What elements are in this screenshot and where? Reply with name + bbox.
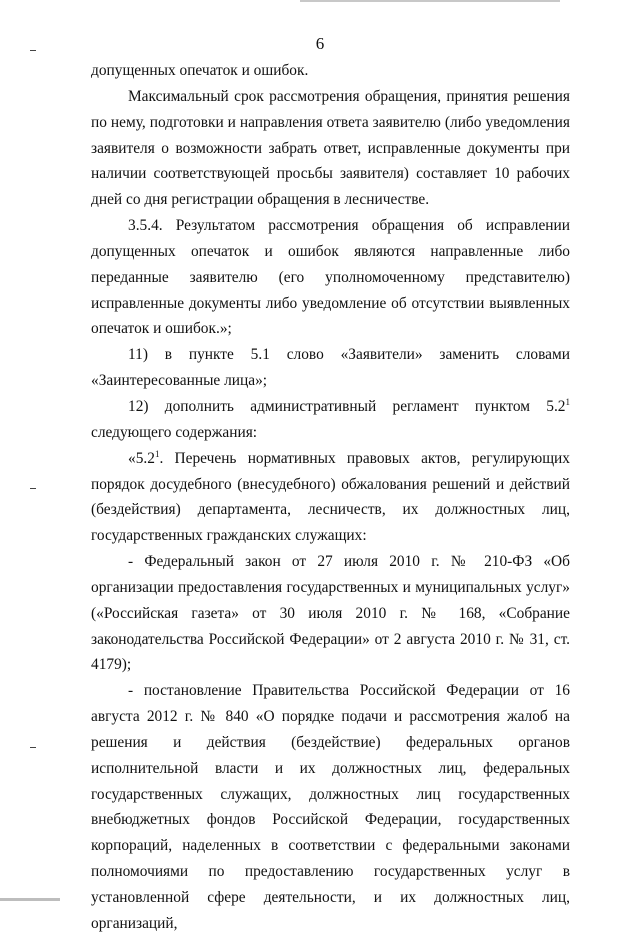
- section-5-2-1-text-before: «5.2: [128, 449, 155, 467]
- document-body: [91, 58, 570, 937]
- paragraph-resolution-840: - постановление Правительства Российской Федерации от 16 августа 2012 г. № 840 «О порядке подачи и рассмотрения жалоб на решения и действия (бездействие) федеральных органов исполнительной власти и их должностных лиц, федеральных государственных служащих, должностных лиц государственных внебюджетных фондов Российской Федерации, государственных корпораций, наделенных в соответствии с федеральными законами полномочиями по предоставлению государственных услуг в установленной сфере деятельности, и их должностных лиц, организаций,: [91, 682, 570, 932]
- item-12-text-after: следующего содержания:: [91, 423, 258, 441]
- paragraph-5-2-1: [91, 446, 570, 549]
- section-5-2-1-superscript: 1: [154, 448, 160, 459]
- item-12-superscript: 1: [565, 396, 570, 407]
- scan-artifact-bottom: [0, 898, 60, 901]
- paragraph-federal-law-210: - Федеральный закон от 27 июля 2010 г. № 210-ФЗ «Об организации предоставления государственных и муниципальных услуг» («Российская газета» от 30 июля 2010 г. № 168, «Собрание законодательства Российской Федерации» от 2 августа 2010 г. № 31, ст. 4179);: [91, 553, 570, 674]
- scan-artifact-line: [300, 0, 560, 2]
- paragraph-continuation: допущенных опечаток и ошибок.: [91, 62, 309, 79]
- page-number: 6: [315, 34, 325, 53]
- paragraph-item-12: [91, 394, 570, 446]
- item-12-text-before: 12) дополнить административный регламент пунктом 5.2: [128, 397, 566, 415]
- paragraph-3-5-4: 3.5.4. Результатом рассмотрения обращения об исправлении допущенных опечаток и ошибок являются направленные либо переданные заявителю (его уполномоченному представителю) исправленные документы либо уведомление об отсутствии выявленных опечаток и ошибок.»;: [91, 217, 570, 338]
- paragraph-item-11: 11) в пункте 5.1 слово «Заявители» заменить словами «Заинтересованные лица»;: [91, 346, 570, 390]
- section-5-2-1-text-after: . Перечень нормативных правовых актов, регулирующих порядок досудебного (внесудебного) обжалования решений и действий (бездействия) департамента, лесничеств, их должностных лиц, государственных гражданских служащих:: [91, 449, 570, 545]
- margin-mark: [30, 747, 36, 748]
- margin-mark: [30, 488, 36, 489]
- paragraph-max-review-term: Максимальный срок рассмотрения обращения, принятия решения по нему, подготовки и направления ответа заявителю (либо уведомления заявителя о возможности забрать ответ, исправленные документы при наличии соответствующей просьбы заявителя) составляет 10 рабочих дней со дня регистрации обращения в лесничестве.: [91, 87, 570, 209]
